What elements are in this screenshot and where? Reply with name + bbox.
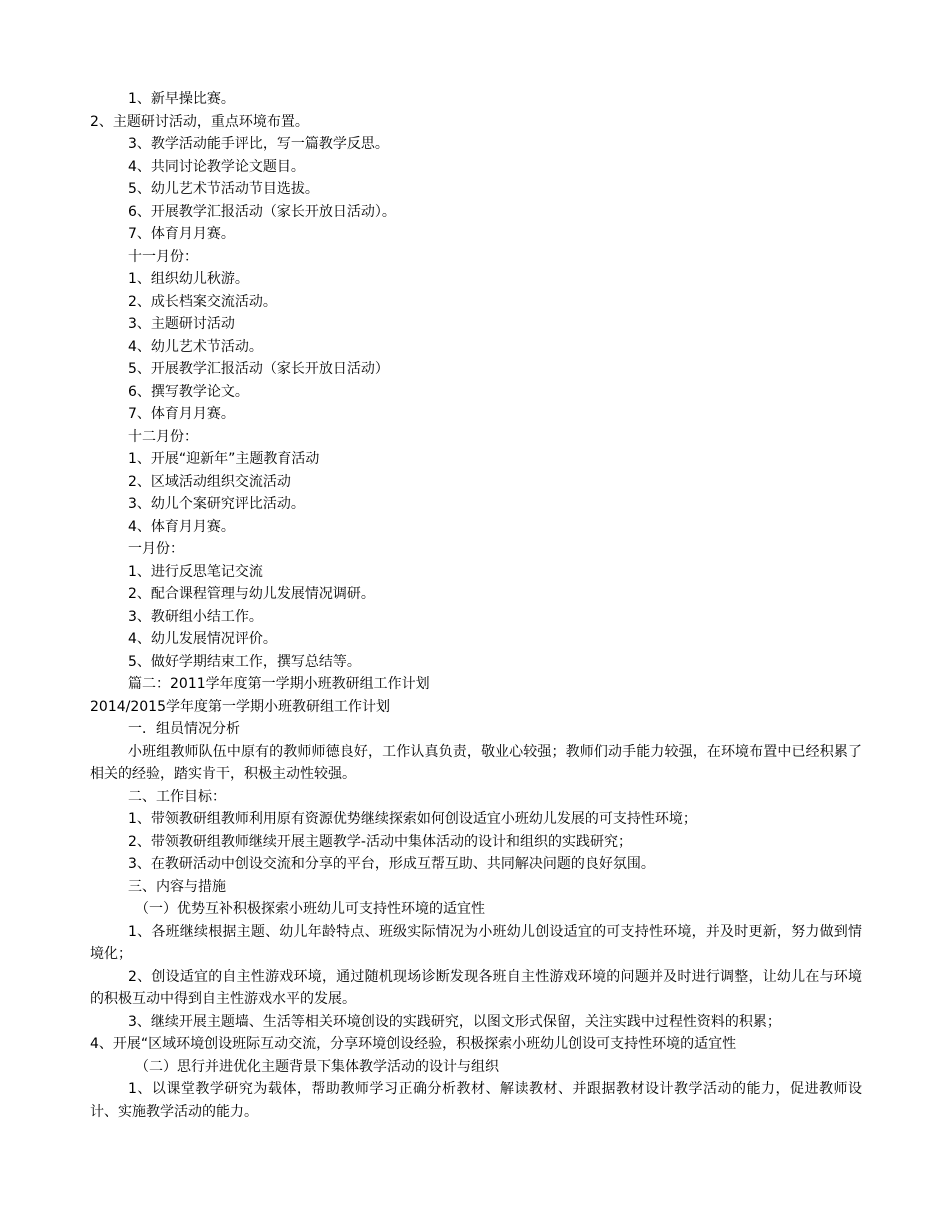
text-line: 6、开展教学汇报活动（家长开放日活动）。 (128, 203, 396, 220)
text-line: 5、做好学期结束工作，撰写总结等。 (128, 653, 361, 670)
text-line: 3、教学活动能手评比，写一篇教学反思。 (128, 136, 389, 152)
paragraph: 3、继续开展主题墙、生活等相关环境创设的实践研究，以图文形式保留，关注实践中过程性资料的积累； (128, 1013, 781, 1030)
text-line: 1、进行反思笔记交流 (128, 563, 263, 580)
text-line: 3、在教研活动中创设交流和分享的平台，形成互帮互助、共同解决问题的良好氛围。 (128, 856, 655, 872)
paragraph: 1、以课堂教学研究为载体，帮助教师学习正确分析教材、解读教材、并跟据教材设计教学活动的能力，促进教师设计、实施教学活动的能力。 (90, 1081, 862, 1120)
text-line: 5、幼儿艺术节活动节目选拔。 (128, 181, 319, 197)
text-line: 4、开展“区域环境创设班际互动交流，分享环境创设经验，积极探索小班幼儿创设可支持性环境的适宜性 (90, 1036, 737, 1052)
text-line: 3、主题研讨活动 (128, 316, 235, 332)
paragraph: 2、创设适宜的自主性游戏环境，通过随机现场诊断发现各班自主性游戏环境的问题并及时进行调整，让幼儿在与环境的积极互动中得到自主性游戏水平的发展。 (90, 968, 862, 1007)
paragraph: 小班组教师队伍中原有的教师师德良好，工作认真负责，敬业心较强；教师们动手能力较强，在环境布置中已经积累了相关的经验，踏实肯干，积极主动性较强。 (90, 743, 862, 782)
text-line: 5、开展教学汇报活动（家长开放日活动） (128, 361, 389, 377)
text-line: 二、工作目标： (128, 788, 226, 805)
text-line: 4、体育月月赛。 (128, 518, 235, 535)
text-line: 1、带领教研组教师利用原有资源优势继续探索如何创设适宜小班幼儿发展的可支持性环境； (128, 811, 697, 827)
document-body (90, 88, 862, 1123)
text-line: 4、幼儿发展情况评价。 (128, 631, 277, 647)
text-line: 2、配合课程管理与幼儿发展情况调研。 (128, 586, 375, 602)
text-line: 2、成长档案交流活动。 (128, 293, 277, 310)
text-line: 2、带领教研组教师继续开展主题教学-活动中集体活动的设计和组织的实践研究； (128, 833, 632, 850)
text-line: 1、新早操比赛。 (128, 91, 235, 107)
text-line: 2、区域活动组织交流活动 (128, 473, 291, 490)
paragraph: 1、各班继续根据主题、幼儿年龄特点、班级实际情况为小班幼儿创设适宜的可支持性环境，并及时更新，努力做到情境化； (90, 923, 862, 962)
text-line: 十二月份： (128, 428, 198, 445)
text-line: 1、开展“迎新年”主题教育活动 (128, 451, 320, 467)
text-line: （一）优势互补积极探索小班幼儿可支持性环境的适宜性 (135, 901, 485, 917)
text-line: （二）思行并进优化主题背景下集体教学活动的设计与组织 (135, 1058, 499, 1075)
text-line: 一．组员情况分析 (128, 721, 240, 737)
text-line: 1、组织幼儿秋游。 (128, 271, 249, 287)
text-line: 篇二：2011学年度第一学期小班教研组工作计划 (128, 676, 430, 692)
text-line: 7、体育月月赛。 (128, 226, 235, 242)
text-line: 2、主题研讨活动，重点环境布置。 (90, 113, 309, 130)
text-line: 十一月份： (128, 248, 198, 265)
text-line: 7、体育月月赛。 (128, 406, 235, 422)
text-line: 一月份： (128, 541, 184, 557)
text-line: 3、教研组小结工作。 (128, 608, 263, 625)
text-line: 三、内容与措施 (128, 878, 226, 895)
text-line: 2014/2015学年度第一学期小班教研组工作计划 (90, 698, 390, 715)
text-line: 4、幼儿艺术节活动。 (128, 338, 263, 355)
text-line: 3、幼儿个案研究评比活动。 (128, 496, 305, 512)
text-line: 6、撰写教学论文。 (128, 383, 249, 400)
text-line: 4、共同讨论教学论文题目。 (128, 158, 305, 175)
